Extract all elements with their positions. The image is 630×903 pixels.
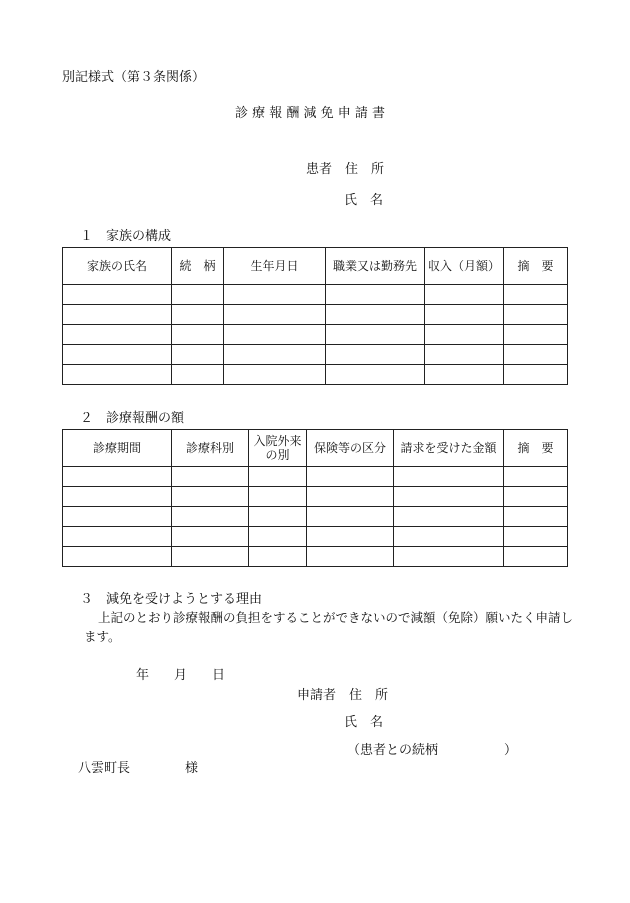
applicant-relation-close: ）: [504, 743, 518, 758]
patient-address-label: 患者 住 所: [306, 162, 385, 177]
section3-heading: ３ 減免を受けようとする理由: [80, 592, 263, 607]
table-row: [63, 345, 568, 365]
addressee-honorific: 様: [185, 761, 199, 776]
reason-text-line2: ます。: [84, 629, 121, 644]
col-department: 診療科別: [172, 430, 249, 467]
col-remarks: 摘 要: [504, 430, 568, 467]
date-day: 日: [212, 668, 226, 683]
table-row: [63, 547, 568, 567]
col-insurance-type: 保険等の区分: [307, 430, 394, 467]
applicant-address-label: 申請者 住 所: [297, 688, 389, 703]
col-occupation: 職業又は勤務先: [326, 248, 425, 285]
addressee-name: 八雲町長: [78, 761, 131, 776]
table-row: [63, 285, 568, 305]
col-billed-amount: 請求を受けた金額: [394, 430, 504, 467]
section1-heading: １ 家族の構成: [80, 229, 172, 244]
date-month: 月: [174, 668, 188, 683]
date-year: 年: [136, 668, 150, 683]
col-inpatient-outpatient-line2: の別: [265, 448, 290, 462]
col-treatment-period: 診療期間: [63, 430, 172, 467]
col-birthdate: 生年月日: [224, 248, 326, 285]
family-table: [62, 247, 568, 385]
table-row: [63, 507, 568, 527]
document-title: 診 療 報 酬 減 免 申 請 書: [235, 106, 386, 121]
patient-name-label: 氏 名: [344, 193, 384, 208]
table-row: [63, 325, 568, 345]
reason-text-line1: 上記のとおり診療報酬の負担をすることができないので減額（免除）願いたく申請し: [98, 610, 574, 625]
table-row: [63, 467, 568, 487]
family-table-header: [63, 248, 568, 285]
col-inpatient-outpatient-line1: 入院外来: [253, 434, 302, 448]
table-row: [63, 527, 568, 547]
fee-table-header: [63, 430, 568, 467]
form-label: 別記様式（第３条関係）: [62, 70, 206, 85]
fee-table: [62, 429, 568, 567]
table-row: [63, 305, 568, 325]
col-remarks: 摘 要: [504, 248, 568, 285]
table-row: [63, 365, 568, 385]
col-inpatient-outpatient: [249, 430, 307, 467]
col-relation: 続 柄: [172, 248, 224, 285]
col-income: 収入（月額）: [425, 248, 504, 285]
applicant-relation-label: （患者との続柄: [347, 743, 439, 758]
col-family-name: 家族の氏名: [63, 248, 172, 285]
section2-heading: ２ 診療報酬の額: [80, 411, 185, 426]
applicant-name-label: 氏 名: [344, 715, 384, 730]
table-row: [63, 487, 568, 507]
